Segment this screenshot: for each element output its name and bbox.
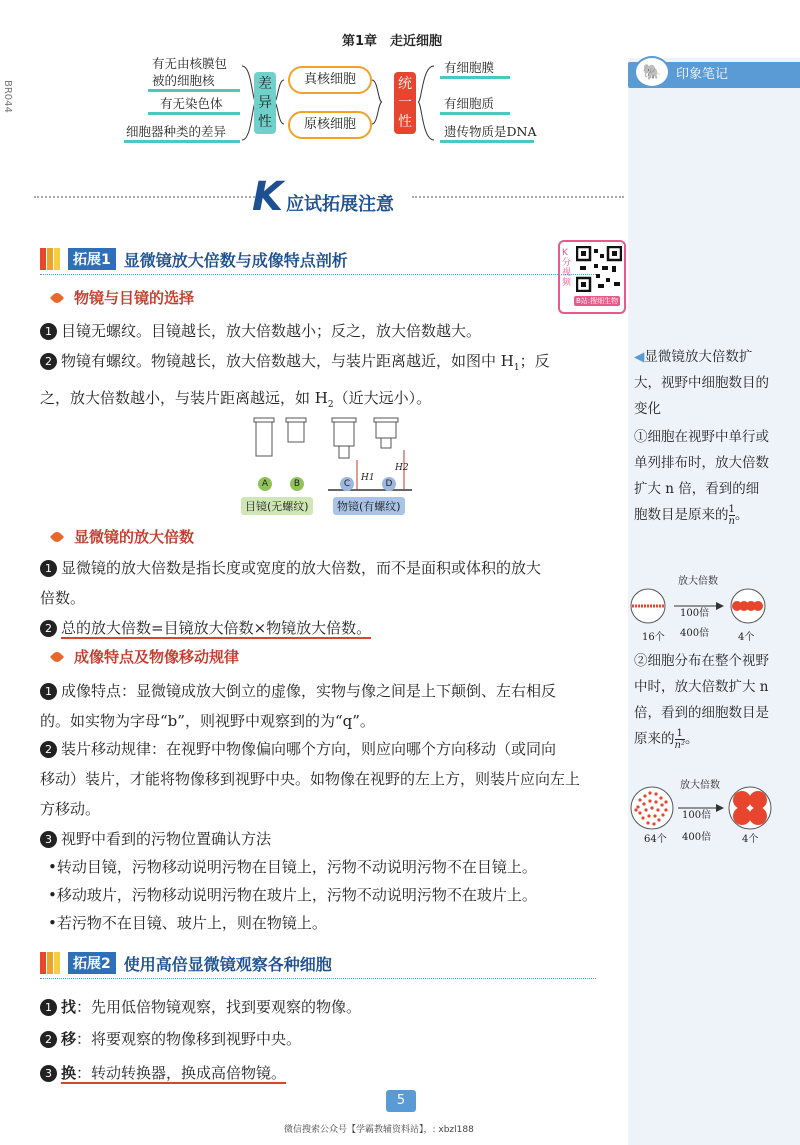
banner-k-logo: K xyxy=(252,174,283,220)
leaf-icon xyxy=(50,529,64,543)
paragraph: 2 总的放大倍数=目镜放大倍数×物镜放大倍数。 xyxy=(40,613,630,643)
footer-text: 微信搜索公众号【学霸教辅资料站】，: xbzl188 xyxy=(284,1125,474,1135)
unity-box: 统一性 xyxy=(394,72,416,134)
objective-label: 物镜(有螺纹) xyxy=(333,497,405,515)
map-left-item: 被的细胞核 xyxy=(152,73,215,88)
side-code: BR044 xyxy=(2,80,13,113)
label-a: A xyxy=(258,477,272,491)
leaf-icon xyxy=(50,649,64,663)
paragraph: 1 显微镜的放大倍数是指长度或宽度的放大倍数，而不是面积或体积的放大 倍数。 xyxy=(40,559,542,607)
diagram1-a: 100倍 xyxy=(680,608,710,619)
h1-label: H1 xyxy=(361,473,375,483)
map-right-item: 遗传物质是DNA xyxy=(444,124,537,139)
subheading: 成像特点及物像移动规律 xyxy=(52,646,239,667)
subheading: 物镜与目镜的选择 xyxy=(52,287,194,308)
section1-header xyxy=(40,246,348,272)
h2-label: H2 xyxy=(395,463,409,473)
prokaryote-oval: 原核细胞 xyxy=(288,111,372,139)
diagram1-top: 放大倍数 xyxy=(678,576,718,587)
map-left-item: 细胞器种类的差异 xyxy=(126,124,227,139)
paragraph: 2 装片移动规律：在视野中物像偏向哪个方向，则应向哪个方向移动（或同向 移动）装片，才能将物像移到视野中央。如物像在视野的左上方，则装片应向左上 方移动。 xyxy=(40,740,581,818)
book-icon xyxy=(40,952,64,974)
map-left-item: 有无染色体 xyxy=(160,96,223,111)
step: 1 找：先用低倍物镜观察，找到要观察的物像。 xyxy=(40,992,630,1022)
step: 2 移：将要观察的物像移到视野中央。 xyxy=(40,1024,630,1054)
section1-title: 显微镜放大倍数与成像特点剖析 xyxy=(123,250,348,270)
bullet: •若污物不在目镜、玻片上，则在物镜上。 xyxy=(48,914,327,932)
elephant-icon: 🐘 xyxy=(634,56,670,88)
sidebar-tab: 印象笔记 xyxy=(628,62,800,88)
qr-sub: B站:搜细生物 xyxy=(576,297,619,305)
step: 3 换：转动转换器，换成高倍物镜。 xyxy=(40,1058,630,1088)
eukaryote-oval: 真核细胞 xyxy=(288,66,372,94)
map-right-item: 有细胞膜 xyxy=(444,60,495,75)
diagram2-left: 64个 xyxy=(644,834,667,845)
map-left-item: 有无由核膜包 xyxy=(152,56,228,71)
leaf-icon xyxy=(50,290,64,304)
paragraph: 1 目镜无螺纹。目镜越长，放大倍数越小；反之，放大倍数越大。 xyxy=(40,316,630,346)
side-note: ②细胞分布在整个视野中时，放大倍数扩大 n 倍，看到的细胞数目是原来的 $\frac{1}{\text{n²}}$ 。 xyxy=(634,653,769,751)
bullet: •转动目镜，污物移动说明污物在目镜上，污物不动说明污物不在目镜上。 xyxy=(48,858,537,876)
paragraph: 1 成像特点：显微镜成放大倒立的虚像，实物与像之间是上下颠倒、左右相反 的。如实物为字母“b”，则视野中观察到的为“q”。 xyxy=(40,682,557,730)
book-icon xyxy=(40,248,64,270)
side-note: ①细胞在视野中单行或单列排布时，放大倍数扩大 n 倍，看到的细胞数目是原来的 $\frac{1}{n}$ 。 xyxy=(634,429,769,527)
banner-title: 应试拓展注意 xyxy=(286,194,394,215)
diagram2-right: 4个 xyxy=(742,834,759,845)
diagram1-right: 4个 xyxy=(738,632,755,643)
map-right-item: 有细胞质 xyxy=(444,96,495,111)
section2-title: 使用高倍显微镜观察各种细胞 xyxy=(123,954,332,974)
section2-header xyxy=(40,950,332,976)
chapter-title: 第1章 走近细胞 xyxy=(342,34,443,49)
eyepiece-label: 目镜(无螺纹) xyxy=(241,497,313,515)
diagram1-b: 400倍 xyxy=(680,628,710,639)
diagram2-b: 400倍 xyxy=(682,832,712,843)
diagram2-a: 100倍 xyxy=(682,810,712,821)
qr-pattern xyxy=(576,246,622,292)
qr-label: K分视频 xyxy=(562,248,572,288)
subheading: 显微镜的放大倍数 xyxy=(52,526,194,547)
section2-tag: 拓展2 xyxy=(68,952,116,974)
page-number: 5 xyxy=(386,1090,416,1112)
diagram1-left: 16个 xyxy=(642,632,665,643)
label-d: D xyxy=(382,477,396,491)
section1-tag: 拓展1 xyxy=(68,248,116,270)
diff-box: 差异性 xyxy=(254,72,276,134)
qr-code[interactable] xyxy=(558,240,626,314)
bullet: •移动玻片，污物移动说明污物在玻片上，污物不动说明污物不在玻片上。 xyxy=(48,886,537,904)
triangle-icon: ◀ xyxy=(634,349,645,365)
diagram2-top: 放大倍数 xyxy=(680,780,720,791)
paragraph: 3 视野中看到的污物位置确认方法 xyxy=(40,824,630,854)
side-note: ◀显微镜放大倍数扩大，视野中细胞数目的变化 xyxy=(634,349,769,417)
paragraph: 2 物镜有螺纹。物镜越长，放大倍数越大，与装片距离越近，如图中 $H_1$；反 之，放大倍数越小，与装片距离越远，如 $H_2$（近大远小）。 xyxy=(40,352,550,410)
label-b: B xyxy=(290,477,304,491)
label-c: C xyxy=(340,477,354,491)
